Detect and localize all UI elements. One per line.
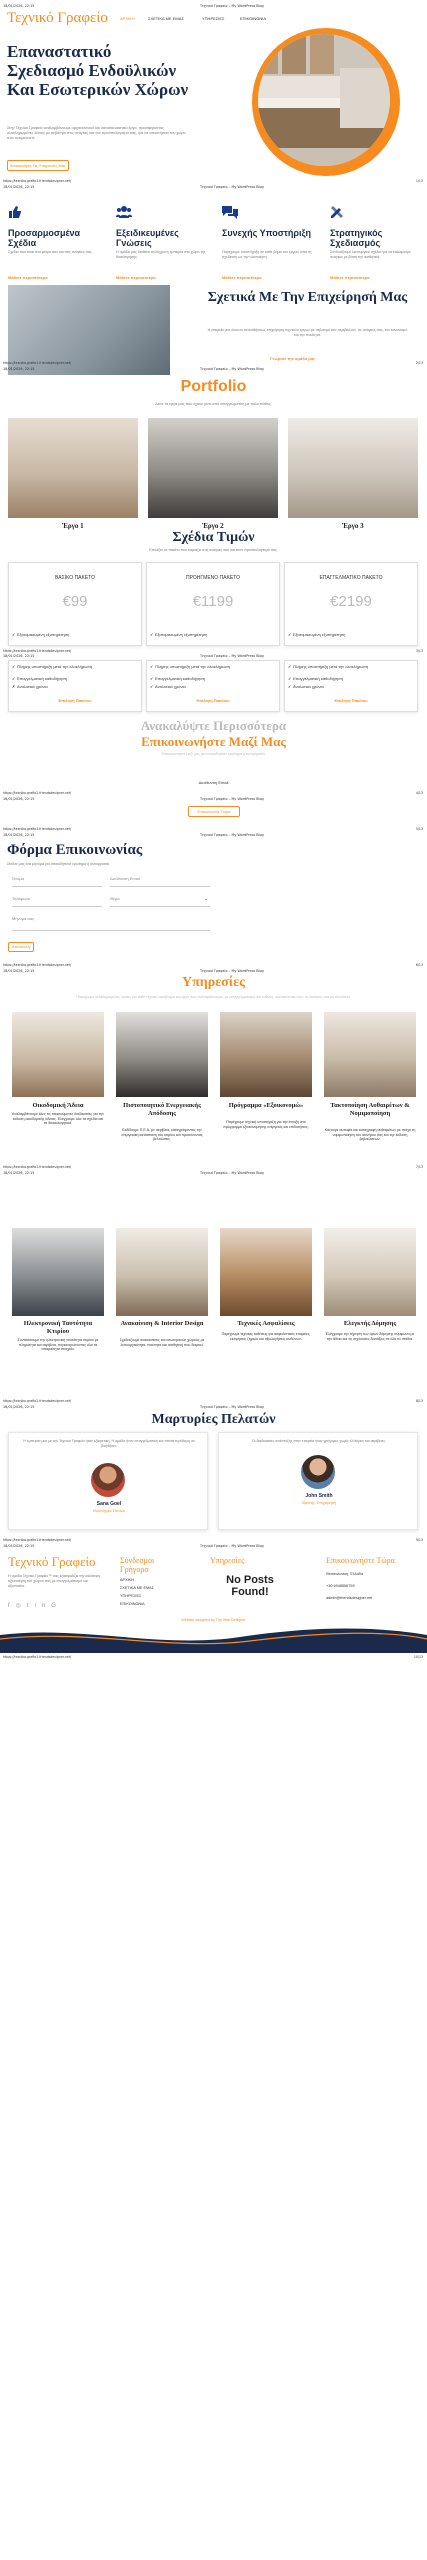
plan-item: ✓ Πλήρης υποστήριξη μετά την ολοκλήρωση bbox=[150, 664, 230, 669]
linkedin-icon[interactable]: in bbox=[34, 1603, 52, 1609]
message-label: Μήνυμα σας bbox=[12, 916, 35, 921]
nav-contact[interactable]: ΕΠΙΚΟΙΝΩΝΙΑ bbox=[240, 16, 266, 21]
print-page-number: 8/13 bbox=[415, 1399, 423, 1403]
footer-col1-title: Σύνδεσμοι Γρήγορα bbox=[120, 1556, 155, 1574]
plan-price: €1199 bbox=[192, 593, 234, 610]
print-page-number: 1/13 bbox=[415, 179, 423, 183]
nav-about[interactable]: ΣΧΕΤΙΚΑ ΜΕ ΕΜΑΣ bbox=[148, 16, 184, 21]
print-url: https://texniko.grafio1.friendsdesigner.net/ bbox=[3, 791, 72, 795]
plan-price: €2199 bbox=[330, 593, 372, 610]
service-title: Πρόγραμμα «Εξοικονομώ» bbox=[228, 1102, 304, 1109]
testimonial-role: Ιδιοκτήτρια Σπιτιού bbox=[93, 1509, 125, 1513]
print-url: https://texniko.grafio1.friendsdesigner.net/ bbox=[3, 1165, 72, 1169]
subject-label: Θέμα bbox=[110, 896, 120, 901]
plan-item: ✓ Πλήρης υποστήριξη μετά την ολοκλήρωση bbox=[12, 664, 92, 669]
portfolio-image-1[interactable] bbox=[8, 418, 138, 518]
service-text: Παρέχουμε τεχνικές εκθέσεις για ασφαλιστικές εταιρείες, εκτιμήσεις ζημιών και αξιολογήσεις κινδύνων. bbox=[221, 1332, 311, 1341]
print-url: https://texniko.grafio1.friendsdesigner.net/ bbox=[3, 1538, 72, 1542]
print-page-number: 9/13 bbox=[415, 1538, 423, 1542]
footer-brand[interactable]: Τεχνικό Γραφείο bbox=[8, 1554, 96, 1569]
print-site-title: Τεχνικό Γραφείο – My WordPress Blog bbox=[200, 1171, 264, 1175]
portfolio-item-title-3[interactable]: Έργο 3 bbox=[342, 522, 364, 530]
print-date: 18/01/2026, 22:15 bbox=[3, 4, 35, 8]
cta-contact-button[interactable]: Επικοινωνία Τώρα bbox=[188, 806, 240, 817]
footer-link-about[interactable]: ΣΧΕΤΙΚΑ ΜΕ ΕΜΑΣ bbox=[120, 1586, 155, 1590]
check-icon: ✓ bbox=[150, 632, 154, 637]
print-site-title: Τεχνικό Γραφείο – My WordPress Blog bbox=[200, 833, 264, 837]
testimonial-quote: Οι διαδικασίες ανάπτυξης στην εταιρεία ήταν γρήγορες χωρίς ελλείψεις και ακρίβειες. bbox=[251, 1439, 387, 1443]
print-site-title: Τεχνικό Γραφείο – My WordPress Blog bbox=[200, 4, 264, 8]
chat-icon bbox=[222, 205, 236, 219]
print-site-title: Τεχνικό Γραφείο – My WordPress Blog bbox=[200, 185, 264, 189]
google-icon[interactable]: G bbox=[51, 1603, 62, 1609]
service-text: Ελέγχουμε την τήρηση των όρων δόμησης σύμφωνα με την άδεια και τις ισχύουσες διατάξεις σε όλα τα στάδια. bbox=[325, 1332, 415, 1341]
testimonials-title: Μαρτυρίες Πελατών bbox=[151, 1412, 276, 1427]
portfolio-item-title-1[interactable]: Έργο 1 bbox=[62, 522, 84, 530]
select-plan-button[interactable]: Επιλογή Πακέτου bbox=[196, 698, 230, 703]
plan-item: ✗ Αναλυτικά χρόνια bbox=[12, 684, 48, 689]
service-text: Αναλαμβάνουμε όλες τις απαιτούμενες διαδικασίες για την έκδοση οικοδομικής άδειας. Ελέγχουμε όλα τα σχέδια και τα δικαιολογητικά. bbox=[12, 1112, 104, 1126]
hero-services-button[interactable]: Ανακαλύψτε Τις Υπηρεσίες Μας bbox=[7, 160, 69, 171]
plan-item: ✓ Αναλυτικά χρόνια bbox=[288, 684, 324, 689]
print-url: https://texniko.grafio1.friendsdesigner.net/ bbox=[3, 1399, 72, 1403]
feature-title: Προσαρμοσμένα Σχέδια bbox=[8, 228, 81, 248]
testimonial-card bbox=[218, 1432, 418, 1530]
plan-item: ✓ Επαγγελματική καθοδήγηση bbox=[288, 676, 343, 681]
footer-social bbox=[8, 1602, 62, 1609]
print-site-title: Τεχνικό Γραφείο – My WordPress Blog bbox=[200, 654, 264, 658]
check-icon: ✓ bbox=[288, 632, 292, 637]
phone-field[interactable] bbox=[12, 906, 102, 907]
hero-kitchen-illustration bbox=[190, 28, 426, 178]
cta-email-label: Διεύθυνση Email bbox=[198, 780, 229, 785]
service-image-7 bbox=[220, 1228, 312, 1316]
site-logo[interactable]: Τεχνικό Γραφείο bbox=[7, 10, 108, 26]
pricing-subtitle: Επιλέξτε το πακέτο που ταιριάζει στις ανάγκες σας και στον προϋπολογισμό σας. bbox=[149, 548, 278, 552]
nav-home[interactable]: ΑΡΧΙΚΗ bbox=[120, 16, 135, 21]
thumbs-up-icon bbox=[8, 205, 22, 219]
print-page-number: 4/13 bbox=[415, 791, 423, 795]
plan-name: ΕΠΑΓΓΕΛΜΑΤΙΚΟ ΠΑΚΕΤΟ bbox=[319, 575, 383, 581]
nav-services[interactable]: ΥΠΗΡΕΣΙΕΣ bbox=[202, 16, 225, 21]
print-url: https://texniko.grafio1.friendsdesigner.net/ bbox=[3, 827, 72, 831]
print-page-number: 2/13 bbox=[415, 361, 423, 365]
footer-credit[interactable]: Website designed by The Web Designer bbox=[181, 1618, 246, 1622]
footer-address: Θεσσαλονίκη, Ελλάδα bbox=[326, 1572, 364, 1576]
plan-name: ΒΑΣΙΚΟ ΠΑΚΕΤΟ bbox=[54, 575, 96, 581]
hero-title: Επαναστατικό Σχεδιασμό Ενδοϋλικών Και Εσωτερικών Χώρων bbox=[7, 42, 189, 99]
footer-no-posts: No Posts Found! bbox=[226, 1574, 274, 1598]
testimonial-quote: Η εμπειρία μας με την Τεχνικό Γραφείο ήταν εξαιρετική. Η ομάδα ήταν επαγγελματική και πάντα πρόθυμη να βοηθήσει. bbox=[23, 1439, 195, 1448]
service-title: Ανακαίνιση & Interior Design bbox=[120, 1320, 204, 1327]
print-page-number: 5/13 bbox=[415, 827, 423, 831]
name-label: Όνομα bbox=[12, 876, 24, 881]
select-plan-button[interactable]: Επιλογή Πακέτου bbox=[58, 698, 92, 703]
hero-image bbox=[190, 28, 426, 178]
service-image-6 bbox=[116, 1228, 208, 1316]
main-nav bbox=[120, 16, 420, 24]
print-url: https://texniko.grafio1.friendsdesigner.net/ bbox=[3, 361, 72, 365]
plan-feature: ✓ Εξατομικευμένη εξυπηρέτηση bbox=[150, 632, 208, 637]
testimonial-name: Sana Goel bbox=[96, 1501, 122, 1507]
footer-text: Η ομάδα Τεχνικό Γραφείο™ σας εξασφαλίζει την καλύτερη αξιοποίηση του χώρου σας με επαγγελματισμό και αξιοπιστία. bbox=[8, 1574, 101, 1588]
service-image-1 bbox=[12, 1012, 104, 1097]
print-date: 18/01/2026, 22:15 bbox=[3, 833, 35, 837]
plan-item: ✓ Επαγγελματική καθοδήγηση bbox=[150, 676, 205, 681]
service-title: Ηλεκτρονική Ταυτότητα Κτιρίου bbox=[23, 1320, 93, 1335]
footer-link-contact[interactable]: ΕΠΙΚΟΙΝΩΝΙΑ bbox=[120, 1602, 145, 1606]
print-date: 18/01/2026, 22:15 bbox=[3, 185, 35, 189]
twitter-icon[interactable]: t bbox=[26, 1603, 35, 1609]
cta-title-secondary: Επικοινωνήστε Μαζί Μας bbox=[141, 734, 286, 749]
footer-email[interactable]: admin@friendsdesigner.net bbox=[326, 1596, 373, 1600]
about-text: Η εταιρεία μας είναι εκ πεποιθήσεως επιχείρηση τεχνικών έργων με σεβασμό στο περιβάλλον, τις ανάγκες σας, τον κανονισμό και την ποιότητα. bbox=[207, 328, 408, 337]
about-link[interactable]: Γνώρισε την ομάδα μας bbox=[270, 356, 316, 361]
plan-feature: ✓ Εξατομικευμένη εξυπηρέτηση bbox=[288, 632, 346, 637]
print-date: 18/01/2026, 22:15 bbox=[3, 797, 35, 801]
instagram-icon[interactable]: ◎ bbox=[15, 1603, 27, 1609]
print-site-title: Τεχνικό Γραφείο – My WordPress Blog bbox=[200, 1544, 264, 1548]
cta-text: Επικοινωνήστε μαζί μας για οποιοδήποτε ερώτημα ή συνεργασία. bbox=[161, 752, 266, 756]
about-title: Σχετικά Με Την Επιχείρησή Μας bbox=[207, 290, 408, 305]
print-date: 18/01/2026, 22:15 bbox=[3, 367, 35, 371]
services-subtitle: Παρέχουμε ολοκληρωμένες λύσεις για κάθε τεχνικό πρόβλημα και έργο που αναλαμβάνουμε, με επαγγελματισμό και ευθύνη, καλύπτοντας όλες τις ανάγκες σας με συνέπεια. bbox=[76, 995, 351, 999]
service-image-3 bbox=[220, 1012, 312, 1097]
feature-text: Η ομάδα μας διαθέτει πολύχρονη εμπειρία στο χώρο της διακόσμησης. bbox=[116, 250, 206, 259]
phone-label: Τηλέφωνο bbox=[12, 896, 31, 901]
feature-link[interactable]: Μάθετε περισσότερα bbox=[222, 275, 262, 280]
service-image-8 bbox=[324, 1228, 416, 1316]
print-page-number: 3/13 bbox=[415, 649, 423, 653]
select-plan-button[interactable]: Επιλογή Πακέτου bbox=[334, 698, 368, 703]
email-label: Διεύθυνση Email bbox=[110, 876, 140, 881]
plan-item: ✓ Επαγγελματική καθοδήγηση bbox=[12, 676, 67, 681]
footer-link-home[interactable]: ΑΡΧΙΚΗ bbox=[120, 1578, 134, 1582]
services-title: Υπηρεσίες bbox=[181, 975, 246, 990]
service-image-5 bbox=[12, 1228, 104, 1316]
avatar bbox=[301, 1455, 335, 1489]
service-text: Παρέχουμε τεχνική υποστήριξη για την ένταξη στο πρόγραμμα εξοικονόμησης ενέργειας και επιδοτήσεις. bbox=[223, 1120, 309, 1129]
footer-wave-decoration bbox=[0, 1625, 427, 1653]
portfolio-subtitle: Δείτε τα έργα μας που έχουν γίνει από επαγγελματίες με πολύ πάθος. bbox=[155, 402, 272, 406]
plan-feature: ✓ Εξατομικευμένη εξυπηρέτηση bbox=[12, 632, 70, 637]
plan-name: ΠΡΟΗΓΜΕΝΟ ΠΑΚΕΤΟ bbox=[185, 575, 241, 581]
plan-item: ✓ Αναλυτικά χρόνια bbox=[150, 684, 186, 689]
feature-link[interactable]: Μάθετε περισσότερα bbox=[8, 275, 48, 280]
site-footer bbox=[0, 1550, 427, 2560]
portfolio-image-3[interactable] bbox=[288, 418, 418, 518]
email-field[interactable] bbox=[110, 886, 210, 887]
avatar bbox=[91, 1463, 125, 1497]
contact-form-title: Φόρμα Επικοινωνίας bbox=[7, 842, 143, 858]
subject-dropdown-chevron-icon[interactable]: ⌄ bbox=[204, 896, 209, 902]
print-page-number: 7/13 bbox=[415, 1165, 423, 1169]
service-text: Κάνουμε αυτοψία και καταγραφή αυθαιρέτων με στόχο τη νομιμοποίηση του ακινήτου σας και την έκδοση βεβαιώσεων. bbox=[324, 1128, 416, 1142]
testimonial-name: John Smith bbox=[305, 1493, 333, 1499]
feature-text: Συνδυάζουμε λειτουργικό σχέδιο για να καλύψουμε ανάγκες με βάση την αισθητική. bbox=[330, 250, 411, 259]
users-icon bbox=[116, 205, 130, 219]
facebook-icon[interactable]: f bbox=[8, 1603, 16, 1609]
contact-form-subtitle: Στείλτε μας ένα μήνυμα για οποιοδήποτε ερώτημα ή συνεργασία. bbox=[7, 862, 110, 866]
print-date: 18/01/2026, 22:15 bbox=[3, 1171, 35, 1175]
service-text: Συντάσσουμε την ηλεκτρονική ταυτότητα κτιρίου με πληρότητα και ακρίβεια, συγκεντρώνοντας όλα τα απαραίτητα στοιχεία. bbox=[17, 1338, 99, 1352]
print-date: 18/01/2026, 22:15 bbox=[3, 654, 35, 658]
plan-item: ✓ Πλήρης υποστήριξη μετά την ολοκλήρωση bbox=[288, 664, 368, 669]
subject-select[interactable] bbox=[110, 906, 210, 907]
service-text: Σχεδιάζουμε ανακαινίσεις και εσωτερικούς χώρους με λειτουργικότητα, ποιότητα και αισθητική που διαρκεί. bbox=[119, 1338, 205, 1347]
service-title: Τακτοποίηση Αυθαιρέτων & Νομιμοποίηση bbox=[330, 1102, 410, 1117]
footer-col2-title: Υπηρεσίες bbox=[210, 1556, 245, 1565]
print-date: 18/01/2026, 22:15 bbox=[3, 969, 35, 973]
service-title: Ελεγκτής Δόμησης bbox=[343, 1320, 397, 1327]
service-image-4 bbox=[324, 1012, 416, 1097]
print-page-number: 6/13 bbox=[415, 963, 423, 967]
feature-title: Στρατηγικός Σχεδιασμός bbox=[330, 228, 383, 248]
feature-link[interactable]: Μάθετε περισσότερα bbox=[116, 275, 156, 280]
print-url: https://texniko.grafio1.friendsdesigner.net/ bbox=[3, 963, 72, 967]
print-page-number: 10/13 bbox=[413, 1655, 423, 1659]
footer-col3-title: Επικοινωνήστε Τώρα bbox=[326, 1556, 395, 1565]
testimonial-role: Ιδρυτής, Επιχείρηση bbox=[301, 1501, 337, 1505]
service-title: Τεχνικές Ασφαλίσεις bbox=[237, 1320, 295, 1327]
name-field[interactable] bbox=[12, 886, 102, 887]
service-image-2 bbox=[116, 1012, 208, 1097]
print-url: https://texniko.grafio1.friendsdesigner.net/ bbox=[3, 649, 72, 653]
portfolio-image-2[interactable] bbox=[148, 418, 278, 518]
plan-price: €99 bbox=[62, 593, 88, 610]
portfolio-title: Portfolio bbox=[180, 378, 247, 395]
service-title: Πιστοποιητικό Ενεργειακής Απόδοσης bbox=[123, 1102, 201, 1117]
submit-button[interactable]: Αποστολή bbox=[8, 942, 34, 952]
hero-text: Στην Τεχνικό Γραφείο αναλαμβάνουμε αρχιτεκτονικό και κατασκευαστικό έργο, προσφέροντας ολοκληρωμένες λύσεις με σεβασμό στις ανάγκες και τον προϋπολογισμό σας, για να αποκτήσετε τον χώρο που ονειρεύεστε. bbox=[7, 126, 186, 141]
footer-link-services[interactable]: ΥΠΗΡΕΣΙΕΣ bbox=[120, 1594, 142, 1598]
print-site-title: Τεχνικό Γραφείο – My WordPress Blog bbox=[200, 969, 264, 973]
feature-link[interactable]: Μάθετε περισσότερα bbox=[330, 275, 370, 280]
check-icon: ✓ bbox=[12, 632, 16, 637]
testimonial-card bbox=[8, 1432, 208, 1530]
print-url: https://texniko.grafio1.friendsdesigner.net/ bbox=[3, 179, 72, 183]
print-date: 18/01/2026, 22:15 bbox=[3, 1405, 35, 1409]
service-text: Εκδίδουμε Π.Ε.Α. με ακρίβεια, καταγράφοντας την ενεργειακή κατάσταση του κτιρίου και προτείνοντας βελτιώσεις. bbox=[121, 1128, 203, 1142]
feature-title: Συνεχής Υποστήριξη bbox=[222, 228, 311, 238]
pricing-title: Σχέδια Τιμών bbox=[172, 530, 255, 545]
portfolio-item-title-2[interactable]: Έργο 2 bbox=[202, 522, 224, 530]
cta-title-primary: Ανακαλύψτε Περισσότερα bbox=[140, 718, 287, 733]
print-url: https://texniko.grafio1.friendsdesigner.net/ bbox=[3, 1655, 72, 1659]
service-title: Οικοδομική Άδεια bbox=[32, 1102, 84, 1109]
message-field[interactable] bbox=[12, 930, 210, 931]
print-site-title: Τεχνικό Γραφείο – My WordPress Blog bbox=[200, 367, 264, 371]
print-site-title: Τεχνικό Γραφείο – My WordPress Blog bbox=[200, 797, 264, 801]
pencil-ruler-icon bbox=[330, 205, 344, 219]
print-site-title: Τεχνικό Γραφείο – My WordPress Blog bbox=[200, 1405, 264, 1409]
feature-text: Σχέδια που είναι στα μέτρα σας και στις ανάγκες σας. bbox=[8, 250, 93, 254]
print-date: 18/01/2026, 22:15 bbox=[3, 1544, 35, 1548]
footer-phone[interactable]: +30 6948556759 bbox=[326, 1584, 355, 1588]
feature-title: Εξειδικευμένες Γνώσεις bbox=[116, 228, 179, 248]
feature-text: Παρέχουμε υποστήριξη σε κάθε βήμα του έργου, από τη σχεδίαση ως την υλοποίηση. bbox=[222, 250, 312, 259]
